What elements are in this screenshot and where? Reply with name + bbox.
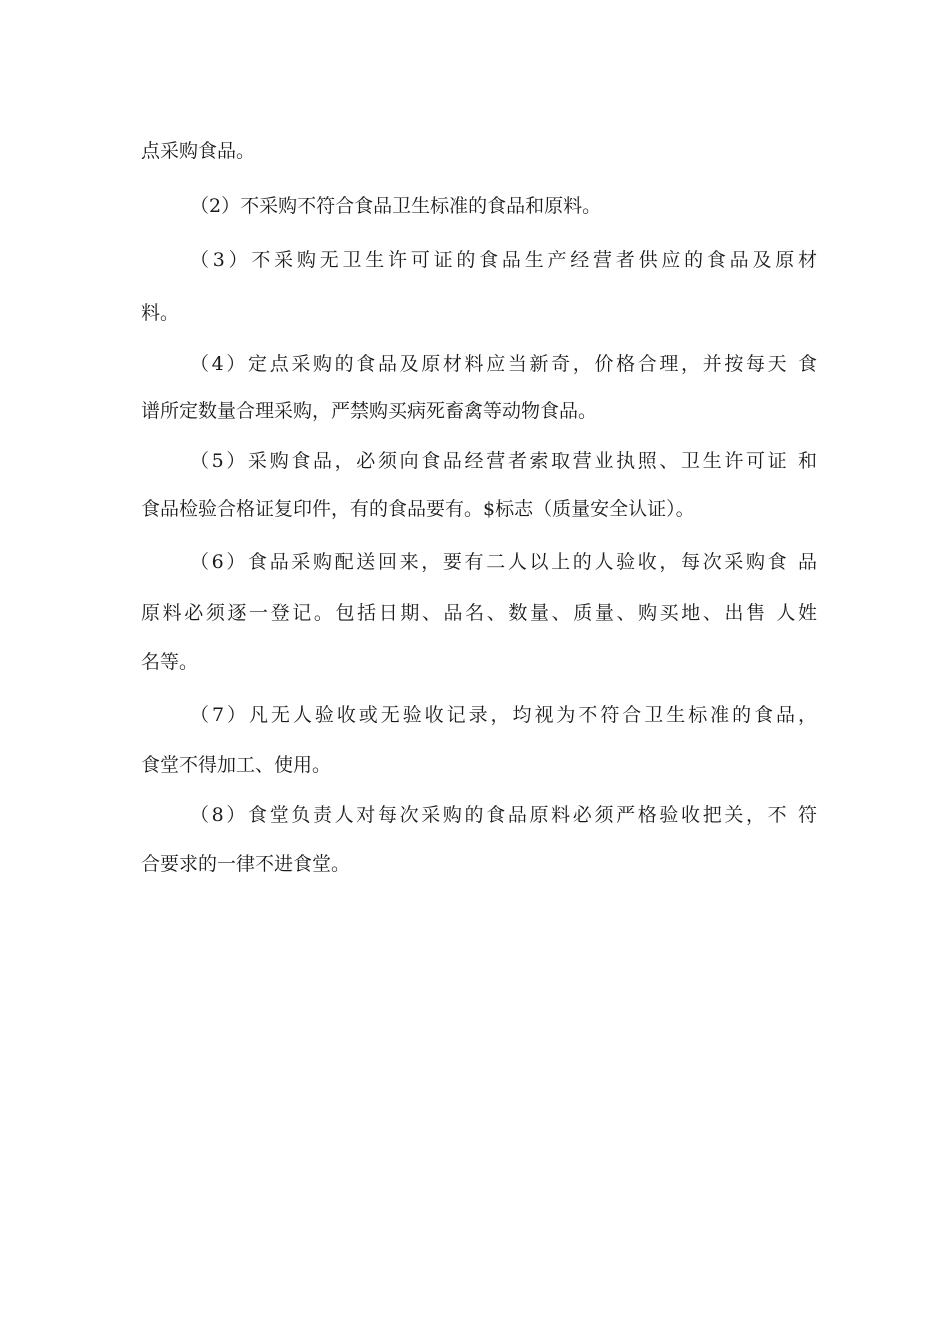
text-line: 料。 (141, 302, 180, 324)
text-line: （2）不采购不符合食品卫生标准的食品和原料。 (190, 195, 602, 217)
text-line: 原料必须逐一登记。包括日期、品名、数量、质量、购买地、出售 人姓 (141, 602, 817, 624)
text-line: （4）定点采购的食品及原材料应当新奇，价格合理，并按每天 食 (190, 353, 817, 375)
text-line: 名等。 (141, 651, 199, 673)
text-line: （5）采购食品，必须向食品经营者索取营业执照、卫生许可证 和 (190, 450, 817, 472)
text-line: 合要求的一律不进食堂。 (141, 853, 351, 875)
text-line: 食品检验合格证复印件，有的食品要有。$标志（质量安全认证）。 (141, 498, 695, 520)
text-line: 食堂不得加工、使用。 (141, 754, 332, 776)
text-line: 点采购食品。 (141, 140, 256, 162)
text-line: （3）不采购无卫生许可证的食品生产经营者供应的食品及原材 (190, 249, 817, 271)
text-line: （8）食堂负责人对每次采购的食品原料必须严格验收把关，不 符 (190, 804, 817, 826)
text-line: （7）凡无人验收或无验收记录，均视为不符合卫生标准的食品， (190, 704, 817, 726)
text-line: （6）食品采购配送回来，要有二人以上的人验收，每次采购食 品 (190, 551, 817, 573)
text-line: 谱所定数量合理采购，严禁购买病死畜禽等动物食品。 (141, 400, 598, 422)
